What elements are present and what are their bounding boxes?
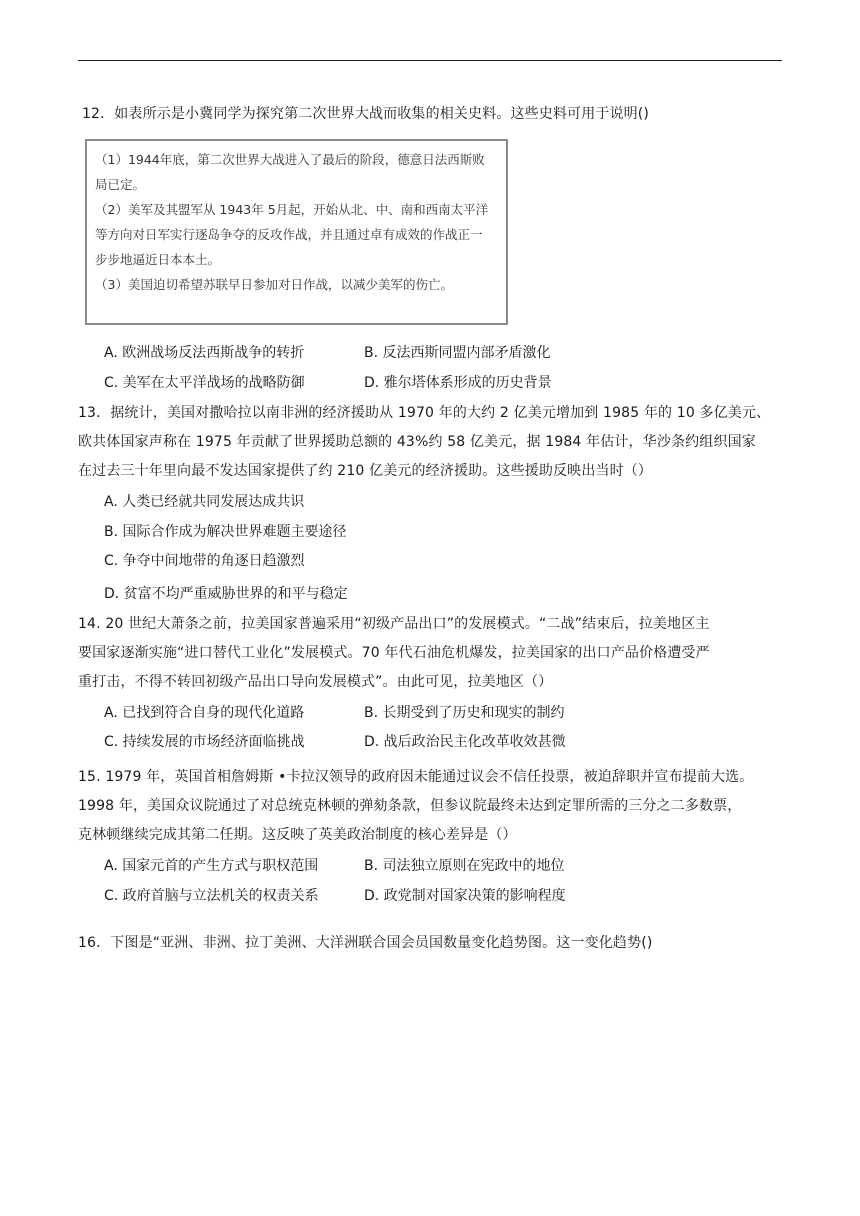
stem-line: 欧共体国家声称在 1975 年贡献了世界援助总额的 43%约 58 亿美元，据 1984 年估计，华沙条约组织国家	[78, 434, 756, 450]
q14-option-b: B. 长期受到了历史和现实的制约	[364, 705, 565, 721]
q12-option-a: A. 欧洲战场反法西斯战争的转折	[104, 345, 305, 361]
stem-line: 15. 1979 年，英国首相詹姆斯 •卡拉汉领导的政府因未能通过议会不信任投票，被迫辞职并宣布提前大选。	[78, 769, 754, 785]
stem-line: 在过去三十年里向最不发达国家提供了约 210 亿美元的经济援助。这些援助反映出当时（）	[78, 463, 653, 479]
evidence-line: （1）1944年底，第二次世界大战进入了最后的阶段，德意日法西斯败	[95, 152, 485, 167]
stem-line: 13．据统计，美国对撒哈拉以南非洲的经济援助从 1970 年的大约 2 亿美元增加到 1985 年的 10 多亿美元、	[78, 405, 771, 421]
stem-line: 要国家逐渐实施“进口替代工业化”发展模式。70 年代石油危机爆发，拉美国家的出口产品价格遭受严	[78, 645, 710, 661]
question-15-stem	[78, 763, 784, 850]
q15-option-b: B. 司法独立原则在宪政中的地位	[364, 858, 565, 874]
q14-option-a: A. 已找到符合自身的现代化道路	[104, 705, 305, 721]
evidence-line: （3）美国迫切希望苏联早日参加对日作战，以减少美军的伤亡。	[95, 277, 453, 292]
q13-option-b: B. 国际合作成为解决世界难题主要途径	[104, 524, 347, 540]
q12-option-b: B. 反法西斯同盟内部矛盾激化	[364, 345, 551, 361]
stem-line: 14. 20 世纪大萧条之前，拉美国家普遍采用“初级产品出口”的发展模式。“二战”结束后，拉美地区主	[78, 616, 710, 632]
q13-option-a: A. 人类已经就共同发展达成共识	[104, 494, 305, 510]
q14-option-d: D. 战后政治民主化改革收效甚微	[364, 734, 566, 750]
question-14-stem	[78, 610, 784, 697]
stem-line: 1998 年，美国众议院通过了对总统克林顿的弹劾条款，但参议院最终未达到定罪所需的三分之二多数票，	[78, 798, 742, 814]
q15-option-d: D. 政党制对国家决策的影响程度	[364, 888, 566, 904]
q13-option-c: C. 争夺中间地带的角逐日趋激烈	[104, 553, 305, 569]
q13-option-d: D. 贫富不均严重威胁世界的和平与稳定	[104, 586, 348, 602]
evidence-line: 等方向对日军实行逐岛争夺的反攻作战，并且通过卓有成效的作战正一	[95, 227, 483, 242]
q14-option-c: C. 持续发展的市场经济面临挑战	[104, 734, 305, 750]
q12-option-c: C. 美军在太平洋战场的战略防御	[104, 375, 305, 391]
question-16-text: 16．下图是“亚洲、非洲、拉丁美洲、大洋洲联合国会员国数量变化趋势图。这一变化趋势()	[78, 935, 653, 951]
stem-line: 克林顿继续完成其第二任期。这反映了英美政治制度的核心差异是（）	[78, 827, 517, 843]
evidence-line: 局已定。	[95, 177, 146, 192]
question-12-text: 12．如表所示是小冀同学为探究第二次世界大战而收集的相关史料。这些史料可用于说明()	[82, 106, 650, 122]
question-13-stem	[78, 399, 784, 486]
question-16-stem	[78, 929, 784, 958]
q12-option-d: D. 雅尔塔体系形成的历史背景	[364, 375, 552, 391]
header-rule	[78, 60, 782, 61]
question-12-stem	[82, 100, 788, 129]
evidence-line: （2）美军及其盟军从 1943年 5月起，开始从北、中、南和西南太平洋	[95, 202, 489, 217]
q15-option-a: A. 国家元首的产生方式与职权范围	[104, 858, 319, 874]
q15-option-c: C. 政府首脑与立法机关的权责关系	[104, 888, 319, 904]
stem-line: 重打击，不得不转回初级产品出口导向发展模式”。由此可见，拉美地区（）	[78, 674, 553, 690]
question-12-evidence-image	[85, 139, 508, 325]
evidence-line: 步步地逼近日本本土。	[95, 252, 221, 267]
